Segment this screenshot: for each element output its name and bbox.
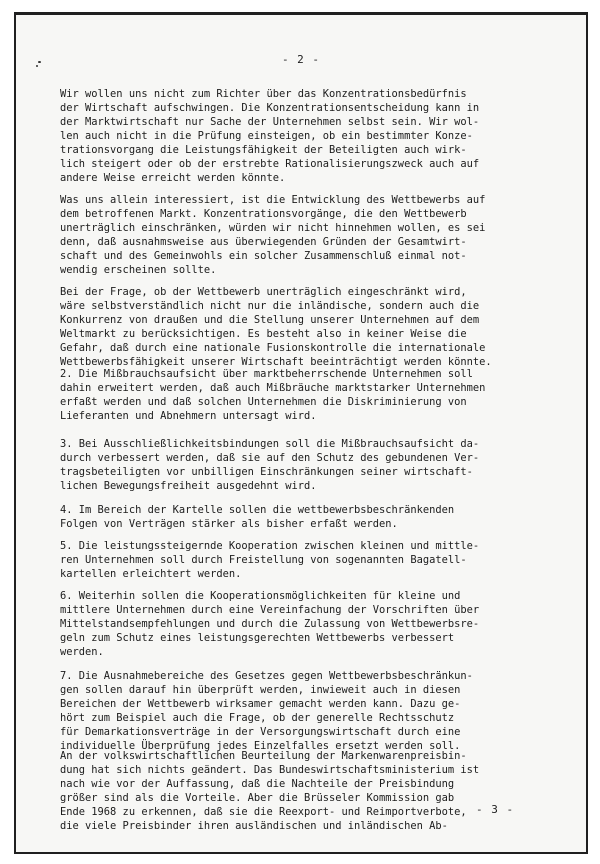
text-line: kartellen erleichtert werden. <box>60 568 242 580</box>
text-line: Bereichen der Wettbewerb wirksamer gemacht werden kann. Dazu ge- <box>60 698 461 710</box>
text-line: 7. Die Ausnahmebereiche des Gesetzes gegen Wettbewerbsbeschränkun- <box>60 670 473 682</box>
text-line: tragsbeteiligten vor unbilligen Einschränkungen seiner wirtschaft- <box>60 466 473 478</box>
paragraph-point-3 <box>60 437 550 493</box>
text-line: Was uns allein interessiert, ist die Entwicklung des Wettbewerbs auf <box>60 194 486 206</box>
text-line: größer sind als die Vorteile. Aber die Brüsseler Kommission gab <box>60 792 455 804</box>
text-line: nach wie vor der Auffassung, daß die Nachteile der Preisbindung <box>60 778 455 790</box>
text-line: 5. Die leistungssteigernde Kooperation zwischen kleinen und mittle- <box>60 540 480 552</box>
text-line: schaft und des Gemeinwohls ein solcher Zusammenschluß einmal not- <box>60 250 467 262</box>
text-line: werden. <box>60 646 104 658</box>
paragraph-point-4 <box>60 503 550 531</box>
text-line: dahin erweitert werden, daß auch Mißbräuche marktstarker Unternehmen <box>60 382 486 394</box>
text-line: Gefahr, daß durch eine nationale Fusionskontrolle die internationale <box>60 342 486 354</box>
text-line: hört zum Beispiel auch die Frage, ob der generelle Rechtsschutz <box>60 712 455 724</box>
text-line: Folgen von Verträgen stärker als bisher erfaßt werden. <box>60 518 398 530</box>
text-line: dem betroffenen Markt. Konzentrationsvorgänge, die den Wettbewerb <box>60 208 467 220</box>
text-line: individuelle Überprüfung jedes Einzelfalles ersetzt werden soll. <box>60 740 461 752</box>
text-line: Wettbewerbsfähigkeit unserer Wirtschaft beeinträchtigt werden könnte. <box>60 356 492 368</box>
paragraph-price-maintenance <box>60 749 550 833</box>
text-line: mittlere Unternehmen durch eine Vereinfachung der Vorschriften über <box>60 604 480 616</box>
paragraph-concentration-judgement <box>60 87 550 185</box>
text-line: gen sollen darauf hin überprüft werden, inwieweit auch in diesen <box>60 684 461 696</box>
text-line: erfaßt werden und daß solchen Unternehmen die Diskriminierung von <box>60 396 467 408</box>
text-line: andere Weise erreicht werden könnte. <box>60 172 286 184</box>
text-line: für Demarkationsverträge in der Versorgungswirtschaft durch eine <box>60 726 461 738</box>
text-line: 3. Bei Ausschließlichkeitsbindungen soll die Mißbrauchsaufsicht da- <box>60 438 480 450</box>
text-line: wäre selbstverständlich nicht nur die inländische, sondern auch die <box>60 300 480 312</box>
text-line: Weltmarkt zu berücksichtigen. Es besteht also in keiner Weise die <box>60 328 467 340</box>
document-page <box>14 12 588 854</box>
text-line: geln zum Schutz eines leistungsgerechten Wettbewerbs verbessert <box>60 632 455 644</box>
text-line: 6. Weiterhin sollen die Kooperationsmöglichkeiten für kleine und <box>60 590 461 602</box>
page-number: - 2 - <box>281 53 321 66</box>
text-line: lich steigert oder ob der erstrebte Rationalisierungszweck auch auf <box>60 158 480 170</box>
text-line: ren Unternehmen soll durch Freistellung von sogenannten Bagatell- <box>60 554 467 566</box>
text-line: durch verbessert werden, daß sie auf den Schutz des gebundenen Ver- <box>60 452 480 464</box>
text-line: unerträglich einschränken, würden wir nicht hinnehmen wollen, es sei <box>60 222 486 234</box>
text-line: wendig erscheinen sollte. <box>60 264 217 276</box>
paragraph-point-2 <box>60 367 550 423</box>
paragraph-point-5 <box>60 539 550 581</box>
text-line: 4. Im Bereich der Kartelle sollen die wettbewerbsbeschränkenden <box>60 504 455 516</box>
text-line: An der volkswirtschaftlichen Beurteilung der Markenwarenpreisbin- <box>60 750 467 762</box>
text-line: denn, daß ausnahmsweise aus überwiegenden Gründen der Gesamtwirt- <box>60 236 467 248</box>
text-line: Bei der Frage, ob der Wettbewerb unerträglich eingeschränkt wird, <box>60 286 467 298</box>
text-line: Konkurrenz von draußen und die Stellung unserer Unternehmen auf dem <box>60 314 480 326</box>
paragraph-foreign-competition <box>60 285 550 369</box>
text-line: die viele Preisbinder ihren ausländischen und inländischen Ab- <box>60 820 448 832</box>
text-line: Ende 1968 zu erkennen, daß sie die Reexport- und Reimportverbote, <box>60 806 467 818</box>
text-line: 2. Die Mißbrauchsaufsicht über marktbeherrschende Unternehmen soll <box>60 368 473 380</box>
paragraph-point-7 <box>60 669 550 753</box>
paragraph-competition-interest <box>60 193 550 277</box>
text-line: Lieferanten und Abnehmern untersagt wird. <box>60 410 317 422</box>
text-line: lichen Bewegungsfreiheit ausgedehnt wird. <box>60 480 317 492</box>
text-line: Wir wollen uns nicht zum Richter über das Konzentrationsbedürfnis <box>60 88 467 100</box>
text-line: der Wirtschaft aufschwingen. Die Konzentrationsentscheidung kann in <box>60 102 480 114</box>
text-line: Mittelstandsempfehlungen und durch die Zulassung von Wettbewerbsre- <box>60 618 480 630</box>
paragraph-point-6 <box>60 589 550 659</box>
next-page-reference: - 3 - <box>476 803 515 816</box>
text-line: dung hat sich nichts geändert. Das Bundeswirtschaftsministerium ist <box>60 764 480 776</box>
text-line: der Marktwirtschaft nur Sache der Unternehmen selbst sein. Wir wol- <box>60 116 480 128</box>
text-line: len auch nicht in die Prüfung einsteigen, ob ein bestimmter Konze- <box>60 130 473 142</box>
text-line: trationsvorgang die Leistungsfähigkeit der Beteiligten auch wirk- <box>60 144 467 156</box>
